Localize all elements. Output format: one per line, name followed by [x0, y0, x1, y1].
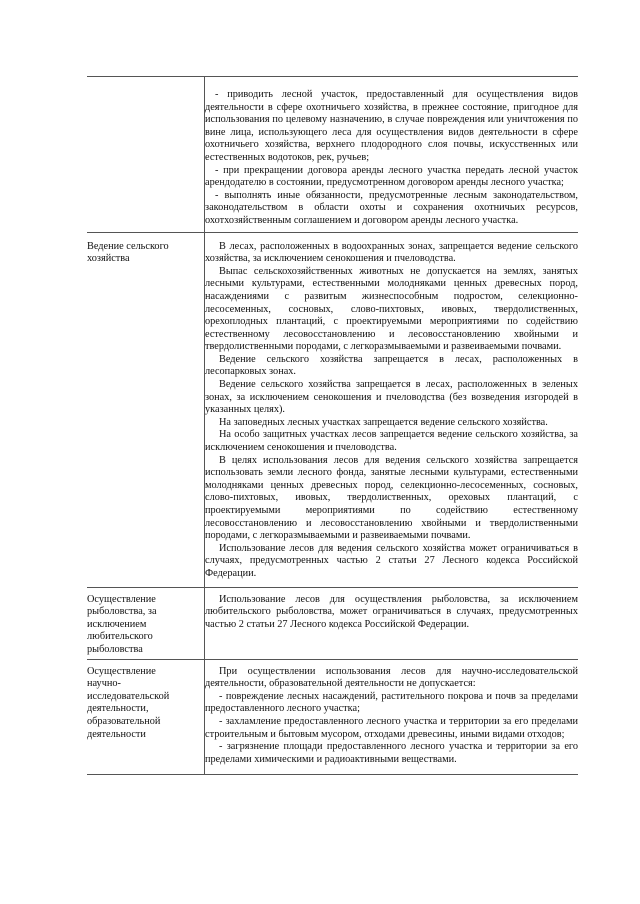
activity-label-cell: [87, 77, 205, 233]
paragraph: Ведение сельского хозяйства запрещается в лесах, расположенных в лесопарковых зонах.: [205, 353, 578, 378]
paragraph: - захламление предоставленного лесного участка и территории за его пределами строительным и бытовым мусором, отходами древесины, иными видами отходов;: [205, 715, 578, 740]
table-row: [87, 587, 578, 659]
label-line: Осуществление: [87, 593, 156, 605]
label-word: Ведение сельского: [87, 240, 169, 252]
label-line: деятельности,: [87, 703, 149, 715]
paragraph: Ведение сельского хозяйства запрещается в лесах, расположенных в зеленых зонах, за исключением сенокошения и пчеловодства (без возведения изгородей в указанных целях).: [205, 379, 578, 416]
paragraph: Использование лесов для осуществления рыболовства, за исключением любительского рыболовства, может ограничиваться в случаях, предусмотренных частью 2 статьи 27 Лесного кодекса Российской Федерации.: [205, 593, 578, 630]
label-line: научно-: [87, 678, 121, 690]
label-line: деятельности: [87, 728, 146, 740]
activity-label-cell: [87, 587, 205, 659]
label-line: исследовательской: [87, 690, 170, 702]
label-line: образовательной: [87, 715, 161, 727]
requirements-cell: [205, 77, 579, 233]
regulations-table: [87, 76, 578, 775]
paragraph: При осуществлении использования лесов для научно-исследовательской деятельности, образовательной деятельности не допускается:: [205, 665, 578, 690]
requirements-cell: [205, 659, 579, 775]
requirements-cell: [205, 587, 579, 659]
paragraph: На особо защитных участках лесов запрещается ведение сельского хозяйства, за исключением сенокошения и пчеловодства.: [205, 429, 578, 454]
paragraph: - загрязнение площади предоставленного лесного участка и территории за его пределами химическими и радиоактивными веществами.: [205, 741, 578, 765]
label-line: любительского: [87, 631, 153, 643]
paragraph: На заповедных лесных участках запрещается ведение сельского хозяйства.: [219, 416, 548, 428]
paragraph: - приводить лесной участок, предоставленный для осуществления видов деятельности в сфере охотничьего хозяйства, в прежнее состояние, пригодное для использования по целевому назначению, в случае повреждения или уничтожения по вине лица, использующего леса для осуществления видов деятельности в сфере охотничьего хозяйства, верхнего плодородного слоя почвы, искусственных или естественных водотоков, рек, ручьев;: [205, 89, 578, 163]
paragraph: - при прекращении договора аренды лесного участка передать лесной участок арендодателю в состоянии, предусмотренном договором аренды лесного участка;: [205, 164, 578, 189]
label-line: рыболовства: [87, 643, 143, 655]
label-line: рыболовства, за: [87, 606, 157, 618]
table-row: [87, 232, 578, 587]
label-line: исключением: [87, 618, 147, 630]
label-line: Осуществление: [87, 665, 156, 677]
paragraph: Использование лесов для ведения сельского хозяйства может ограничиваться в случаях, предусмотренных частью 2 статьи 27 Лесного кодекса Российской Федерации.: [205, 542, 578, 579]
paragraph: - выполнять иные обязанности, предусмотренные лесным законодательством, законодательством в области охоты и сохранения охотничьих ресурсов, охотхозяйственным соглашением и договором аренды лесного участка.: [205, 189, 578, 226]
activity-label-cell: [87, 232, 205, 587]
table-row: [87, 659, 578, 775]
paragraph: В целях использования лесов для ведения сельского хозяйства запрещается использовать земли лесного фонда, занятые лесными культурами, естественными молодняками ценных древесных пород, селекционно-лесосеменных, сосновых, слово-пихтовых, ивовых, твердолиственных, ореховых плантаций, с проектируемыми мероприятиями по содействию естественному лесовосстановлению и лесовосстановлению хвойными и твердолиственными породами, с легкоразмываемыми и развеиваемыми почвами.: [205, 454, 578, 542]
activity-label-cell: [87, 659, 205, 775]
paragraph: - повреждение лесных насаждений, растительного покрова и почв за пределами предоставленного лесного участка;: [205, 690, 578, 715]
requirements-cell: [205, 232, 579, 587]
label-line: [87, 241, 204, 254]
paragraph: Выпас сельскохозяйственных животных не допускается на землях, занятых лесными культурами, естественными молодняками ценных древесных пород, насаждениями с развитым жизнеспособным подростом, селекционно-лесосеменных, сосновых, слово-пихтовых, ивовых, твердолиственных, орехоплодных плантаций, с проектируемыми мероприятиями по содействию естественному лесовосстановлению и лесовосстановлению хвойными и твердолиственными породами, с легкоразмываемыми и развеиваемыми почвами.: [205, 265, 578, 353]
table-row: [87, 77, 578, 233]
paragraph: В лесах, расположенных в водоохранных зонах, запрещается ведение сельского хозяйства, за исключением сенокошения и пчеловодства.: [205, 240, 578, 265]
label-line: хозяйства: [87, 253, 130, 265]
